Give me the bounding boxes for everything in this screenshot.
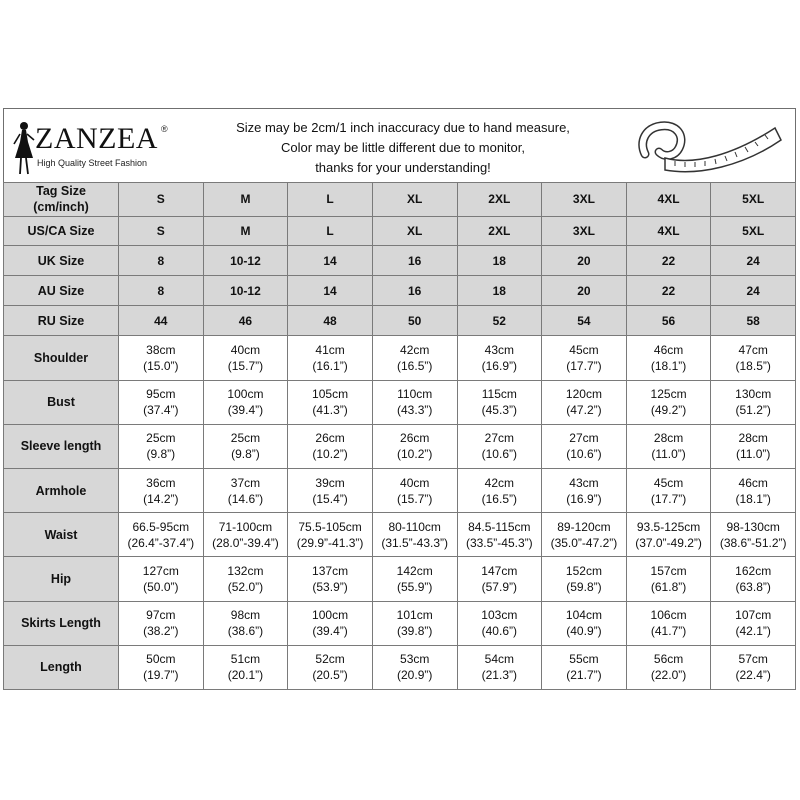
table-cell (542, 468, 627, 512)
cm-value: 51cm (230, 652, 261, 667)
table-cell (372, 336, 457, 380)
cm-value: 66.5-95cm (132, 519, 190, 534)
cm-value: 100cm (227, 387, 264, 402)
cm-value: 25cm (230, 431, 261, 446)
row-label: Shoulder (4, 336, 119, 380)
inch-value: (45.3”) (481, 403, 517, 418)
table-row (4, 424, 796, 468)
inch-value: (37.0”-49.2”) (635, 535, 702, 550)
cm-value: 50cm (146, 652, 176, 667)
cm-value: 52cm (315, 652, 345, 667)
table-cell: 2XL (457, 183, 542, 217)
cm-value: 98cm (230, 608, 261, 623)
row-label: Waist (4, 513, 119, 557)
inch-value: (10.6”) (481, 447, 517, 462)
inch-value: (42.1”) (735, 624, 771, 639)
inch-value: (15.7”) (227, 358, 264, 373)
table-cell (203, 601, 288, 645)
table-cell (542, 601, 627, 645)
inch-value: (11.0”) (735, 447, 771, 462)
table-cell (119, 601, 204, 645)
table-cell: 24 (711, 276, 796, 306)
table-cell: 22 (626, 246, 711, 276)
table-cell (542, 424, 627, 468)
table-cell (711, 601, 796, 645)
table-row (4, 601, 796, 645)
table-cell (626, 513, 711, 557)
table-cell (372, 645, 457, 689)
cm-value: 42cm (484, 475, 514, 490)
inch-value: (52.0”) (227, 579, 264, 594)
inch-value: (51.2”) (735, 403, 771, 418)
table-cell (203, 513, 288, 557)
table-row (4, 336, 796, 380)
cm-value: 115cm (481, 387, 517, 402)
table-cell: 14 (288, 246, 373, 276)
inch-value: (11.0”) (651, 447, 686, 462)
table-cell (203, 557, 288, 601)
table-cell (626, 336, 711, 380)
table-cell (119, 468, 204, 512)
cm-value: 40cm (230, 342, 261, 357)
inch-value: (39.4”) (312, 624, 348, 639)
table-cell (711, 645, 796, 689)
cm-value: 93.5-125cm (636, 519, 701, 534)
inch-value: (61.8”) (650, 579, 687, 594)
cm-value: 38cm (146, 342, 176, 357)
cm-value: 57cm (738, 652, 768, 667)
table-cell: L (288, 183, 373, 217)
table-cell (288, 336, 373, 380)
table-cell (372, 513, 457, 557)
row-label-line: Tag Size (36, 184, 86, 199)
cm-value: 105cm (312, 387, 349, 402)
row-label (4, 216, 119, 246)
table-cell (203, 424, 288, 468)
cm-value: 46cm (738, 475, 768, 490)
row-label: Sleeve length (4, 424, 119, 468)
cm-value: 130cm (735, 387, 772, 402)
cm-value: 147cm (481, 563, 518, 578)
cm-value: 28cm (653, 431, 684, 446)
table-cell (711, 336, 796, 380)
table-cell (288, 380, 373, 424)
table-row (4, 246, 796, 276)
table-cell (457, 424, 542, 468)
row-label: Length (4, 645, 119, 689)
inch-value: (20.1”) (227, 668, 264, 683)
table-cell: 54 (542, 306, 627, 336)
cm-value: 39cm (315, 475, 345, 490)
table-row (4, 216, 796, 246)
inch-value: (15.7”) (397, 491, 433, 506)
table-cell (542, 336, 627, 380)
cm-value: 43cm (569, 475, 599, 490)
inch-value: (20.9”) (397, 668, 433, 683)
row-label (4, 183, 119, 217)
inch-value: (18.5”) (735, 358, 771, 373)
table-cell: 18 (457, 276, 542, 306)
inch-value: (59.8”) (566, 579, 602, 594)
inch-value: (16.1”) (312, 358, 348, 373)
inch-value: (10.2”) (397, 447, 433, 462)
table-cell: S (119, 216, 204, 246)
inch-value: (38.6”-51.2”) (719, 535, 787, 550)
row-label (4, 246, 119, 276)
inch-value: (18.1”) (735, 491, 771, 506)
table-cell (457, 557, 542, 601)
cm-value: 47cm (738, 342, 768, 357)
cm-value: 42cm (400, 342, 430, 357)
inch-value: (16.5”) (397, 358, 433, 373)
cm-value: 36cm (146, 475, 176, 490)
cm-value: 75.5-105cm (298, 519, 362, 534)
cm-value: 137cm (312, 563, 349, 578)
cm-value: 43cm (484, 342, 514, 357)
cm-value: 28cm (738, 431, 768, 446)
cm-value: 125cm (650, 387, 687, 402)
table-cell: 58 (711, 306, 796, 336)
inch-value: (9.8”) (231, 447, 260, 462)
cm-value: 55cm (569, 652, 599, 667)
table-cell (203, 336, 288, 380)
table-cell (119, 513, 204, 557)
inch-value: (49.2”) (650, 403, 687, 418)
notice-line: Size may be 2cm/1 inch inaccuracy due to hand measure, (236, 120, 570, 135)
row-label-line: UK Size (37, 253, 85, 268)
brand-tagline: High Quality Street Fashion (37, 158, 148, 168)
inch-value: (17.7”) (650, 491, 687, 506)
row-label: Skirts Length (4, 601, 119, 645)
table-cell: 16 (372, 246, 457, 276)
table-cell: 46 (203, 306, 288, 336)
table-row (4, 306, 796, 336)
table-row (4, 557, 796, 601)
table-cell: 52 (457, 306, 542, 336)
table-cell (119, 557, 204, 601)
cm-value: 84.5-115cm (468, 519, 531, 534)
table-cell (711, 380, 796, 424)
table-cell (711, 424, 796, 468)
table-cell (288, 513, 373, 557)
table-cell (457, 513, 542, 557)
row-label: Bust (4, 380, 119, 424)
cm-value: 80-110cm (388, 519, 441, 534)
inch-value: (16.9”) (566, 491, 602, 506)
inch-value: (63.8”) (735, 579, 771, 594)
size-table (3, 182, 796, 690)
row-label-line: RU Size (37, 313, 85, 328)
cm-value: 100cm (312, 608, 349, 623)
inch-value: (29.9”-41.3”) (296, 535, 364, 550)
cm-value: 56cm (653, 652, 684, 667)
table-cell: 20 (542, 246, 627, 276)
table-cell: 48 (288, 306, 373, 336)
table-row (4, 513, 796, 557)
inch-value: (33.5”-45.3”) (465, 535, 533, 550)
table-cell (203, 468, 288, 512)
table-cell: XL (372, 216, 457, 246)
table-cell (372, 380, 457, 424)
inch-value: (47.2”) (566, 403, 602, 418)
inch-value: (40.6”) (481, 624, 517, 639)
table-cell (372, 468, 457, 512)
inch-value: (15.4”) (312, 491, 348, 506)
table-cell (288, 424, 373, 468)
table-cell (626, 557, 711, 601)
brand-name: ZANZEA (35, 122, 158, 155)
cm-value: 98-130cm (726, 519, 780, 534)
inch-value: (21.7”) (566, 668, 602, 683)
inch-value: (55.9”) (397, 579, 433, 594)
inch-value: (28.0”-39.4”) (212, 535, 279, 550)
table-cell: 14 (288, 276, 373, 306)
table-cell: 20 (542, 276, 627, 306)
table-cell: 8 (119, 246, 204, 276)
table-cell: 4XL (626, 183, 711, 217)
row-label-line: AU Size (37, 283, 85, 298)
table-cell (542, 513, 627, 557)
inch-value: (14.6”) (227, 491, 264, 506)
inch-value: (10.6”) (566, 447, 602, 462)
table-cell: 5XL (711, 216, 796, 246)
inch-value: (41.3”) (312, 403, 348, 418)
table-cell: 8 (119, 276, 204, 306)
measuring-tape-icon (635, 114, 785, 176)
cm-value: 127cm (142, 563, 179, 578)
table-cell: 44 (119, 306, 204, 336)
inch-value: (38.6”) (227, 624, 264, 639)
table-cell (119, 336, 204, 380)
table-cell (711, 557, 796, 601)
inch-value: (19.7”) (143, 668, 179, 683)
table-row (4, 276, 796, 306)
table-cell: 22 (626, 276, 711, 306)
cm-value: 106cm (650, 608, 687, 623)
inch-value: (17.7”) (566, 358, 602, 373)
cm-value: 41cm (315, 342, 345, 357)
inch-value: (22.0”) (650, 668, 687, 683)
cm-value: 101cm (396, 608, 433, 623)
row-label: Armhole (4, 468, 119, 512)
inch-value: (16.9”) (481, 358, 517, 373)
table-cell (626, 424, 711, 468)
table-cell (626, 601, 711, 645)
cm-value: 25cm (146, 431, 176, 446)
cm-value: 95cm (146, 387, 176, 402)
table-cell (626, 645, 711, 689)
table-cell: M (203, 216, 288, 246)
inch-value: (35.0”-47.2”) (550, 535, 618, 550)
notice-line: thanks for your understanding! (315, 160, 491, 175)
inch-value: (43.3”) (397, 403, 433, 418)
row-label: Hip (4, 557, 119, 601)
cm-value: 120cm (565, 387, 602, 402)
table-row (4, 380, 796, 424)
cm-value: 53cm (400, 652, 430, 667)
table-cell (288, 645, 373, 689)
table-cell (711, 468, 796, 512)
inch-value: (31.5”-43.3”) (381, 535, 449, 550)
inch-value: (20.5”) (312, 668, 348, 683)
table-cell (457, 336, 542, 380)
cm-value: 157cm (650, 563, 687, 578)
table-row (4, 645, 796, 689)
inch-value: (10.2”) (312, 447, 348, 462)
cm-value: 26cm (315, 431, 345, 446)
inch-value: (26.4”-37.4”) (127, 535, 195, 550)
table-cell (372, 557, 457, 601)
table-cell: L (288, 216, 373, 246)
table-cell (288, 557, 373, 601)
table-cell: 4XL (626, 216, 711, 246)
cm-value: 71-100cm (218, 519, 273, 534)
table-cell (542, 645, 627, 689)
table-cell: 24 (711, 246, 796, 276)
table-row (4, 468, 796, 512)
table-cell: 10-12 (203, 246, 288, 276)
inch-value: (40.9”) (566, 624, 602, 639)
table-cell (203, 645, 288, 689)
cm-value: 162cm (735, 563, 772, 578)
notice-line: Color may be little different due to monitor, (281, 140, 525, 155)
cm-value: 27cm (484, 431, 514, 446)
table-cell (457, 645, 542, 689)
table-cell (542, 380, 627, 424)
cm-value: 37cm (230, 475, 261, 490)
table-cell (542, 557, 627, 601)
cm-value: 45cm (569, 342, 599, 357)
table-cell: 50 (372, 306, 457, 336)
inch-value: (38.2”) (143, 624, 179, 639)
cm-value: 54cm (484, 652, 514, 667)
inch-value: (18.1”) (650, 358, 687, 373)
table-cell (626, 468, 711, 512)
table-cell (119, 380, 204, 424)
table-cell: 3XL (542, 216, 627, 246)
inch-value: (15.0”) (143, 358, 179, 373)
table-cell: 10-12 (203, 276, 288, 306)
cm-value: 110cm (397, 387, 433, 402)
table-cell: 16 (372, 276, 457, 306)
cm-value: 46cm (653, 342, 684, 357)
inch-value: (14.2”) (143, 491, 179, 506)
table-cell (203, 380, 288, 424)
cm-value: 107cm (735, 608, 772, 623)
table-cell: 5XL (711, 183, 796, 217)
inch-value: (39.8”) (397, 624, 433, 639)
inch-value: (21.3”) (481, 668, 517, 683)
cm-value: 104cm (565, 608, 602, 623)
row-label (4, 306, 119, 336)
cm-value: 27cm (569, 431, 599, 446)
chart-header (3, 108, 796, 182)
table-cell (626, 380, 711, 424)
size-notice (173, 118, 633, 178)
table-cell: S (119, 183, 204, 217)
table-cell (288, 601, 373, 645)
inch-value: (50.0”) (143, 579, 179, 594)
brand-logo (11, 120, 181, 175)
registered-mark: ® (161, 124, 168, 134)
cm-value: 89-120cm (557, 519, 611, 534)
table-cell: 18 (457, 246, 542, 276)
cm-value: 103cm (481, 608, 518, 623)
table-cell (288, 468, 373, 512)
cm-value: 26cm (400, 431, 430, 446)
table-cell (457, 380, 542, 424)
table-cell: M (203, 183, 288, 217)
table-cell (372, 424, 457, 468)
table-cell (457, 468, 542, 512)
table-cell (119, 424, 204, 468)
inch-value: (9.8”) (146, 447, 176, 462)
table-cell (119, 645, 204, 689)
inch-value: (37.4”) (143, 403, 179, 418)
cm-value: 45cm (653, 475, 684, 490)
table-cell: 56 (626, 306, 711, 336)
fashion-model-icon (11, 120, 37, 176)
size-table-body (4, 183, 796, 690)
row-label-line: (cm/inch) (33, 200, 89, 215)
table-cell: XL (372, 183, 457, 217)
inch-value: (57.9”) (481, 579, 517, 594)
table-cell: 2XL (457, 216, 542, 246)
cm-value: 132cm (227, 563, 264, 578)
row-label (4, 276, 119, 306)
cm-value: 40cm (400, 475, 430, 490)
table-cell (711, 513, 796, 557)
table-cell: 3XL (542, 183, 627, 217)
cm-value: 97cm (146, 608, 176, 623)
cm-value: 142cm (396, 563, 433, 578)
inch-value: (53.9”) (312, 579, 348, 594)
table-cell (372, 601, 457, 645)
inch-value: (39.4”) (227, 403, 264, 418)
table-cell (457, 601, 542, 645)
inch-value: (16.5”) (481, 491, 517, 506)
cm-value: 152cm (565, 563, 602, 578)
table-row (4, 183, 796, 217)
row-label-line: US/CA Size (27, 224, 95, 238)
inch-value: (22.4”) (735, 668, 771, 683)
inch-value: (41.7”) (650, 624, 687, 639)
